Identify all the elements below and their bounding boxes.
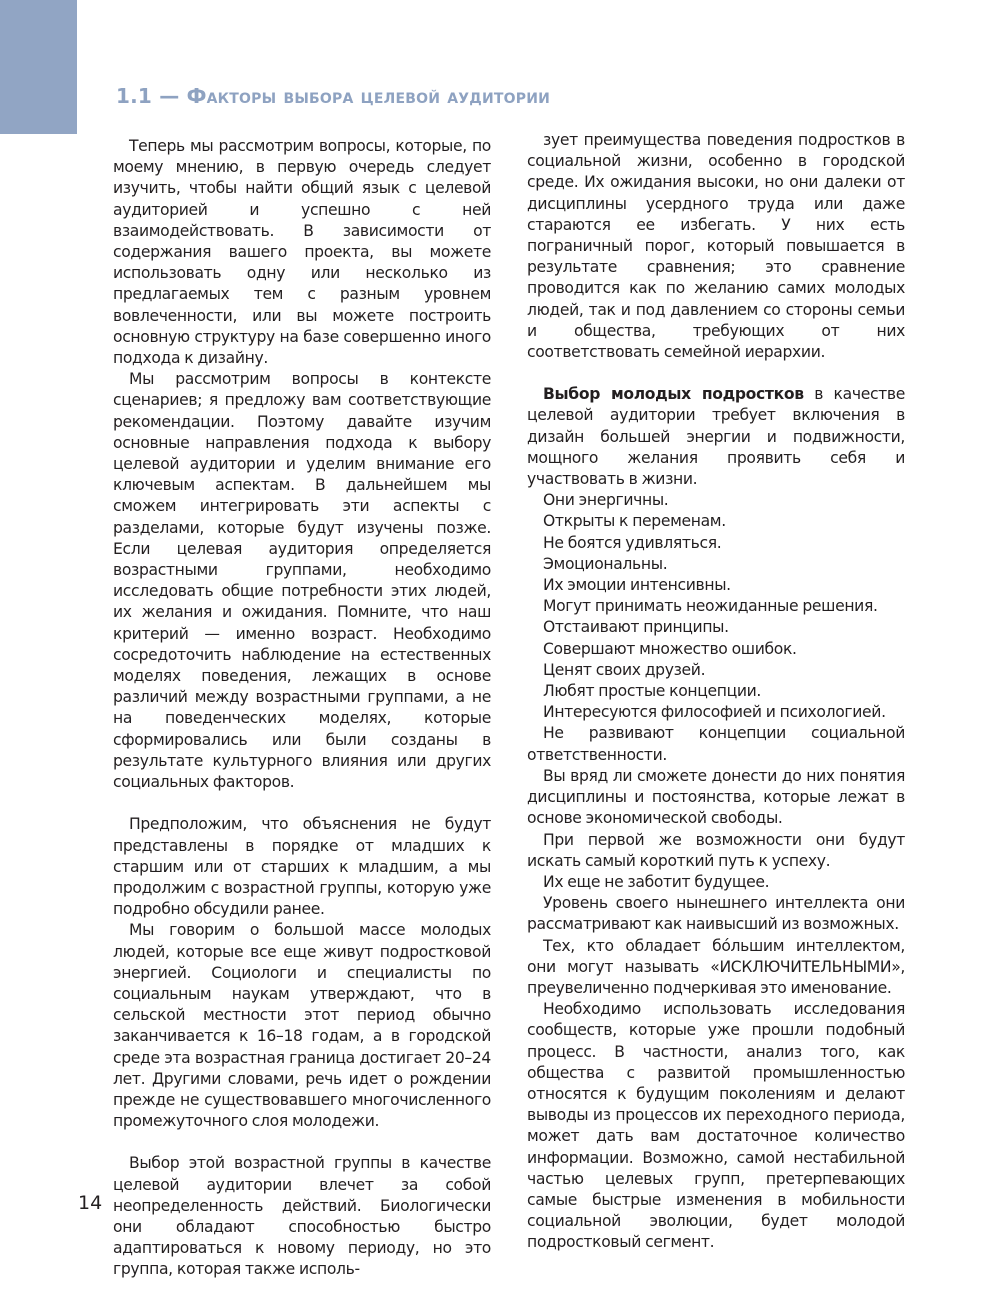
lead-rest: в качестве целевой аудитории требует включения в дизайн большей энергии и подвижности, мощного желания проявить себя и участвовать в жизни.	[527, 385, 905, 489]
trait-item: Любят простые концепции.	[543, 682, 762, 701]
trait-item: Могут принимать неожиданные решения.	[543, 597, 878, 616]
chapter-color-tab	[0, 0, 77, 134]
paragraph: Предположим, что объяснения не будут представлены в порядке от младших к старшим или от старших к младшим, а мы продолжим с возрастной группы, которую уже подробно обсудили ранее.	[113, 815, 491, 919]
paragraph: зует преимущества поведения подростков в социальной жизни, особенно в городской среде. Их ожидания высоки, но они далеки от дисциплины усердного труда или даже стараются ее избегать. У них есть пограничный порог, который повышается в результате сравнения; это сравнение проводится как по желанию самих молодых людей, так и под давлением со стороны семьи и общества, требующих от них соответствовать семейной иерархии.	[527, 131, 905, 362]
left-column	[113, 136, 491, 1281]
trait-item: Ценят своих друзей.	[543, 660, 706, 679]
trait-item: Эмоциональны.	[543, 554, 668, 573]
section-number: 1.1 —	[116, 84, 180, 108]
bold-lead-phrase: Выбор молодых подростков	[543, 385, 804, 404]
paragraph: Выбор этой возрастной группы в качестве целевой аудитории влечет за собой неопределенность действий. Биологически они обладают способностью быстро адаптироваться к новому периоду, но это группа, которая также исполь-	[113, 1154, 491, 1279]
trait-item: Открыты к переменам.	[543, 512, 726, 531]
trait-item: Не боятся удивляться.	[543, 533, 722, 552]
paragraph: Мы говорим о большой массе молодых людей, которые все еще живут подростковой энергией. Социологи и специалисты по социальным наукам утверждают, что в сельской местности этот период обычно заканчивается к 16–18 годам, а в городской среде эта возрастная граница достигает 20–24 лет. Другими словами, речь идет о рождении прежде не существовавшего многочисленного промежуточного слоя молодежи.	[113, 921, 491, 1131]
paragraph: Необходимо использовать исследования сообществ, которые уже прошли подобный процесс. В частности, анализ того, как общества с развитой промышленностью относятся к будущим поколениям и делают выводы из процессов их переходного периода, может дать вам достаточное количество информации. Возможно, самой нестабильной частью целевых групп, претерпевающих самые быстрые изменения в мобильности социальной эволюции, будет молодой подростковый сегмент.	[527, 1000, 905, 1252]
trait-item: Интересуются философией и психологией.	[543, 703, 886, 722]
paragraph-lead	[527, 384, 905, 490]
right-column	[527, 130, 905, 1254]
paragraph: Вы вряд ли сможете донести до них понятия дисциплины и постоянства, которые лежат в основе экономической свободы.	[527, 766, 905, 828]
paragraph: Их еще не заботит будущее.	[543, 872, 770, 891]
section-title: Факторы выбора целевой аудитории	[186, 84, 551, 108]
paragraph: Уровень своего нынешнего интеллекта они рассматривают как наивысший из возможных.	[527, 894, 905, 934]
page-number: 14	[78, 1192, 103, 1214]
trait-item: Совершают множество ошибок.	[543, 639, 797, 658]
trait-item: Отстаивают принципы.	[543, 618, 729, 637]
section-heading	[116, 84, 550, 108]
paragraph: Тех, кто обладает бóльшим интеллектом, они могут называть «ИСКЛЮЧИТЕЛЬНЫМИ», преувеличенно подчеркивая это именование.	[527, 936, 905, 997]
trait-item: Их эмоции интенсивны.	[543, 576, 731, 595]
paragraph: При первой же возможности они будут искать самый короткий путь к успеху.	[527, 830, 905, 870]
trait-item: Не развивают концепции социальной ответственности.	[527, 724, 905, 764]
paragraph: Мы рассмотрим вопросы в контексте сценариев; я предложу вам соответствующие рекомендации. Поэтому давайте изучим основные направления подхода к выбору целевой аудитории и уделим внимание его ключевым аспектам. В дальнейшем мы сможем интегрировать эти аспекты с разделами, которые будут изучены позже. Если целевая аудитория определяется возрастными группами, необходимо исследовать общие потребности этих людей, их желания и ожидания. Помните, что наш критерий — именно возраст. Необходимо сосредоточить наблюдение на естественных моделях поведения, лежащих в основе различий между возрастными группами, а не на поведенческих моделях, которые сформировались или были созданы в результате культурного влияния или других социальных факторов.	[113, 370, 491, 792]
trait-item: Они энергичны.	[543, 491, 669, 510]
paragraph: Теперь мы рассмотрим вопросы, которые, по моему мнению, в первую очередь следует изучить, чтобы найти общий язык с целевой аудиторией и успешно с ней взаимодействовать. В зависимости от содержания вашего проекта, вы можете использовать одну или несколько из предлагаемых тем с разным уровнем вовлеченности, или вы можете построить основную структуру на базе совершенно иного подхода к дизайну.	[113, 137, 491, 368]
